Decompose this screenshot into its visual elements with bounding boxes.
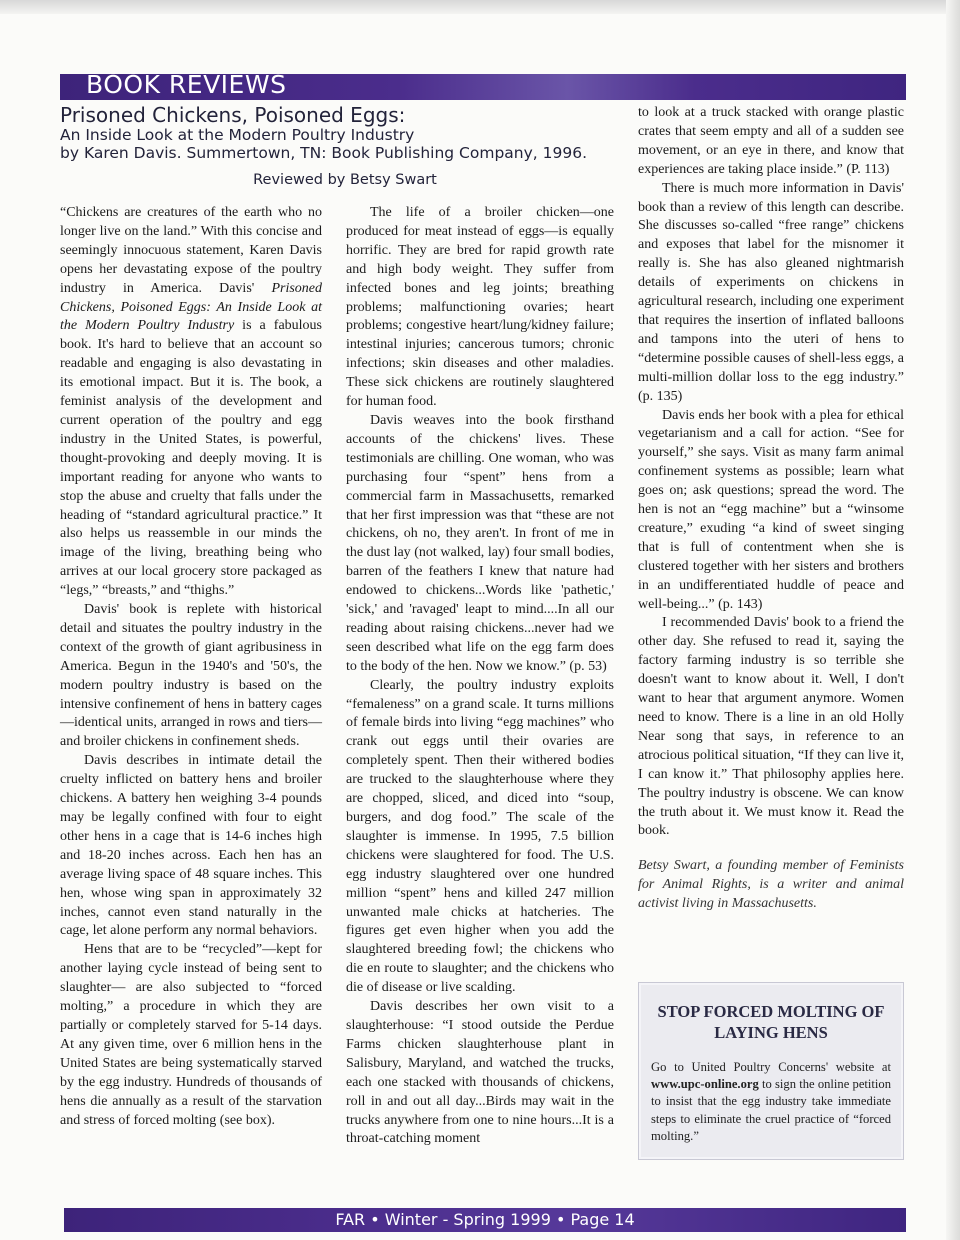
- paragraph: “Chickens are creatures of the earth who no longer live on the land.” With this concise and seemingly innocuous statement, Karen Davis opens her devastating expose of the poultry industry in America. Davis' Prisoned Chickens, Poisoned Eggs: An Inside Look at the Modern Poultry Industry is a fabulous book. It's hard to believe that an account so readable and engaging is also devastating in its emotional impact. But it is. The book, a feminist analysis of the development and current operation of the poultry and egg industry in the United States, is powerful, thought-provoking and deeply moving. It is important reading for anyone who wants to stop the abuse and cruelty that falls under the heading of “standard agricultural practice.” It also helps us reassemble in our minds the image of the living, breathing being who arrives at our local grocery store packaged as “legs,” “breasts,” and “thighs.”: [60, 205, 322, 599]
- scan-edge-right: [946, 0, 960, 1240]
- box-body: Go to United Poultry Concerns' website at www.upc-online.org to sign the online petition to insist that the egg industry take immediate steps to eliminate the cruel practice of “forced molting.”: [651, 1060, 891, 1143]
- author-bio: Betsy Swart, a founding member of Feminists for Animal Rights, is a writer and animal activist living in Massachusetts.: [638, 858, 904, 912]
- paragraph: Davis describes her own visit to a slaughterhouse: “I stood outside the Perdue Farms chicken slaughterhouse plant in Salisbury, Maryland, and watched the trucks, each one stacked with thousands of chickens, roll in and out all day...Birds may wait in the trucks anywhere from one to nine hours...It is a throat-catching moment: [346, 999, 614, 1147]
- paragraph: I recommended Davis' book to a friend the other day. She refused to read it, saying the factory farming industry is so terrible she doesn't want to know about it. Well, I don't want to hear that argument anymore. Women need to know. There is a line in an old Holly Near song that says, in reference to an atrocious political situation, “If they can live it, I can know it.” That philosophy applies here. The poultry industry is obscene. We can know the truth about it. We must know it. Read the book.: [638, 615, 904, 839]
- paragraph: Davis weaves into the book firsthand accounts of the chickens' lives. These testimonials are chilling. One woman, who was purchasing four “spent” hens from a commercial farm in Massachusetts, remarked that her first impression was that “these are not chickens, oh no, they aren't. In front of me in the dust lay (not walked, lay) four small bodies, barren of the feathers I knew that nature had endowed to chickens...Words like 'pathetic,' 'sick,' and 'ravaged' leapt to mind....In all our reading about raising chickens...never had we seen described what life on the egg farm does to the body of the hen. Now we know.” (p. 53): [346, 412, 614, 674]
- website-link[interactable]: www.upc-online.org: [651, 1077, 759, 1092]
- paragraph: Davis describes in intimate detail the cruelty inflicted on battery hens and broiler chickens. A battery hen weighing 3-4 pounds may be legally confined with four to eight other hens in a cage that is 14-6 inches high and 18-20 inches across. Each hen has an average living space of 48 square inches. This hen, whose wing span in approximately 32 inches, cannot even stand naturally in the cage, let alone perform any normal behaviors.: [60, 753, 322, 939]
- footer-text: FAR • Winter - Spring 1999 • Page 14: [335, 1210, 635, 1229]
- book-title-block: [60, 104, 630, 163]
- paragraph: to look at a truck stacked with orange plastic crates that seem empty and all of a sudden see movement, or an eye in there, and know that experiences are taking place inside.” (P. 113): [638, 105, 904, 177]
- paragraph: The life of a broiler chicken—one produced for meat instead of eggs—is equally horrific. They are bred for rapid growth rate and high body weight. They suffer from infected bones and leg joints; breathing problems; malfunctioning ovaries; heart problems; congestive heart/lung/kidney failure; intestinal injuries; cancerous tumors; chronic infections; skin diseases and other maladies. These sick chickens are routinely slaughtered for human food.: [346, 205, 614, 410]
- box-title: STOP FORCED MOLTING OF LAYING HENS: [657, 1002, 885, 1042]
- paragraph: Clearly, the poultry industry exploits “femaleness” on a grand scale. It turns millions of female birds into living “egg machines” who crank out eggs until their ovaries are completely spent. Then their withered bodies are trucked to the slaughterhouse where they are chopped, sliced, and diced into “soup, burgers, and dog food.” The scale of the slaughter is immense. In 1995, 7.5 billion chickens were slaughtered for food. The U.S. egg industry slaughtered over one hundred million “spent” hens and killed 247 million unwanted male chicks at hatcheries. The figures get even higher when you add the slaughtered breeding fowl; the chickens who die en route to slaughter; and the chickens who die of disease or live scalding.: [346, 677, 614, 996]
- book-subtitle: An Inside Look at the Modern Poultry Industry: [60, 126, 415, 144]
- column-3: [638, 104, 904, 914]
- column-2: [346, 204, 614, 1149]
- book-title-inline: Prisoned Chickens, Poisoned Eggs: An Inside Look at the Modern Poultry Industry: [60, 280, 322, 334]
- paragraph: There is much more information in Davis' book than a review of this length can describe. She discusses so-called “free range” chickens and exposes that label for the misnomer it really is. She has also gleaned nightmarish details of experiments on chickens in agricultural research, including one experiment that requires the insertion of inflated balloons and tampons into the uteri of hens to “determine possible causes of shell-less eggs, a multi-million dollar loss to the egg industry.” (p. 135): [638, 180, 904, 404]
- column-1: [60, 204, 322, 1130]
- scan-edge-top: [0, 0, 960, 14]
- paragraph: Davis ends her book with a plea for ethical vegetarianism and a call for action. “See for yourself,” she says. Visit as many farm animal confinement systems as possible; learn what goes on; ask questions; spread the word. The hen is not an “egg machine” but a “winsome creature,” exuding “a kind of sweet singing that is full of contentment when she is clustered together with her sisters and brothers in an undifferentiated huddle of peace and well-being...” (p. 143): [638, 407, 904, 612]
- reviewer-line: Reviewed by Betsy Swart: [253, 172, 437, 188]
- paragraph: Davis' book is replete with historical detail and situates the poultry industry in the context of the growth of giant agribusiness in America. Begun in the 1940's and '50's, the modern poultry industry is based on the intensive confinement of hens in battery cages—identical units, arranged in rows and tiers—and broiler chickens in confinement sheds.: [60, 602, 322, 750]
- book-title: Prisoned Chickens, Poisoned Eggs:: [60, 103, 406, 127]
- book-byline: by Karen Davis. Summertown, TN: Book Publishing Company, 1996.: [60, 144, 587, 162]
- sidebar-box: [638, 982, 904, 1160]
- paragraph: Hens that are to be “recycled”—kept for another laying cycle instead of being sent to slaughter— are also subjected to “forced molting,” a procedure in which they are partially or completely starved for 5-14 days. At any given time, over 6 million hens in the United States are being systematically starved by the egg industry. Hundreds of thousands of hens die annually as a result of the starvation and stress of forced molting (see box).: [60, 942, 322, 1128]
- section-title: BOOK REVIEWS: [86, 70, 287, 99]
